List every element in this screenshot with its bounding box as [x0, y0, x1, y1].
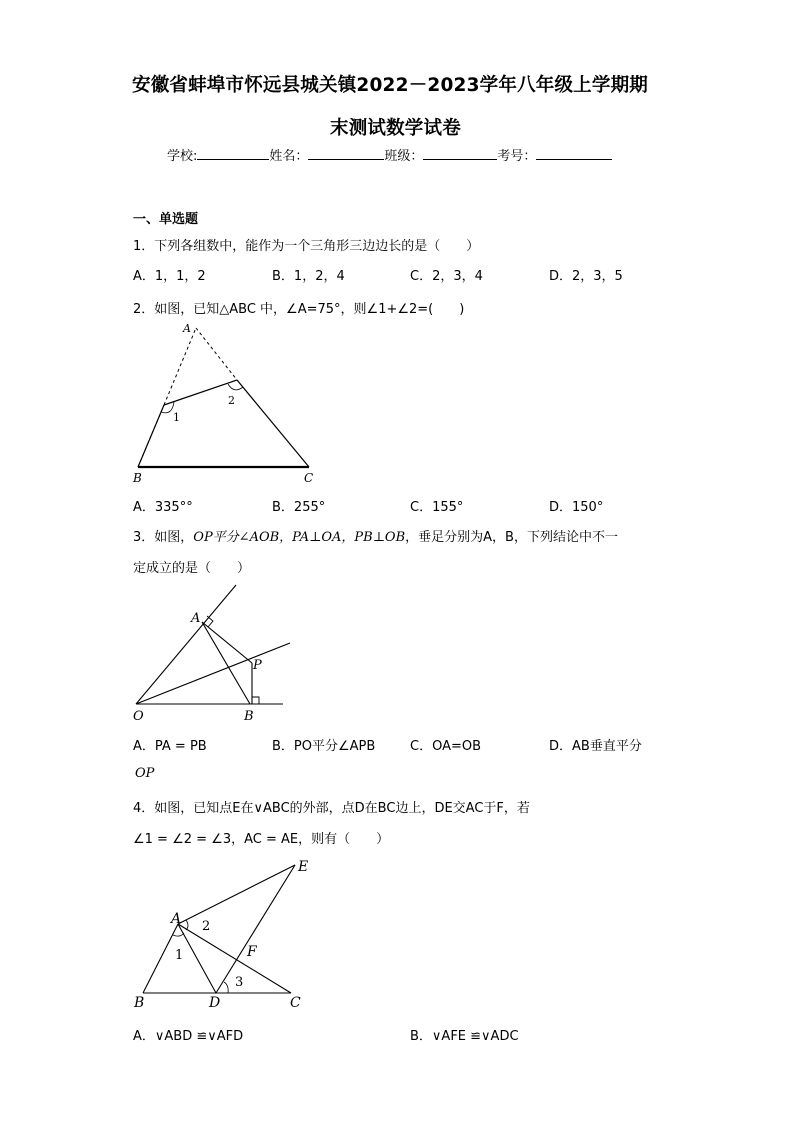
q2-option-c: C．155°: [410, 500, 464, 515]
q2-label-a: A: [183, 322, 191, 335]
class-label: 班级：: [384, 149, 424, 164]
q3-option-d: D．AB垂直平分: [549, 739, 642, 754]
q2-dashed-ac-top: [196, 328, 237, 380]
q4-label-3: 3: [235, 975, 244, 990]
question-4-stem-line1: 4．如图，已知点E在∨ABC的外部，点D在BC边上，DE交AC于F，若: [133, 801, 530, 816]
q3-ray-oa: [136, 585, 236, 704]
title-line-1: 安徽省蚌埠市怀远县城关镇2022－2023学年八年级上学期期: [132, 75, 648, 96]
q1-option-a: A．1，1，2: [133, 269, 206, 284]
q3-label-o: O: [133, 709, 144, 724]
q3-label-a: A: [191, 611, 201, 626]
id-label: 考号：: [497, 149, 537, 164]
q3-stem-math: OP平分∠AOB，PA⊥OA，PB⊥OB: [193, 530, 406, 545]
q3-stem-prefix: 3．如图，: [133, 530, 194, 545]
q4-label-d: D: [209, 995, 221, 1011]
q4-label-b: B: [134, 995, 145, 1011]
q2-dashed-ab-top: [164, 328, 196, 405]
q1-option-b: B．1，2，4: [272, 269, 345, 284]
q4-option-a: A．∨ABD ≌∨AFD: [133, 1029, 244, 1044]
question-4-stem-line2: ∠1 = ∠2 = ∠3，AC = AE，则有（ ）: [133, 832, 390, 847]
q2-label-2: 2: [228, 394, 235, 407]
q2-side-b: [138, 405, 164, 467]
q3-segment-ab: [202, 622, 250, 704]
q1-option-d: D．2，3，5: [549, 269, 623, 284]
q4-label-f: F: [247, 944, 257, 960]
q2-triangle-figure: [128, 322, 328, 487]
q3-segment-pa: [202, 622, 252, 663]
q4-segment-ae: [178, 865, 295, 924]
q4-side-ab: [143, 924, 178, 993]
q4-label-1: 1: [175, 948, 184, 963]
q2-side-c: [237, 380, 309, 467]
q4-label-e: E: [298, 859, 309, 875]
question-1-stem: 1．下列各组数中，能作为一个三角形三边边长的是（ ）: [133, 239, 480, 254]
q2-option-d: D．150°: [549, 500, 604, 515]
name-blank[interactable]: [308, 146, 384, 160]
q3-angle-bisector-figure: [128, 580, 298, 725]
q3-label-p: P: [253, 658, 262, 673]
q2-option-b: B．255°: [272, 500, 326, 515]
q2-label-b: B: [133, 471, 142, 485]
q4-triangle-figure: [128, 852, 323, 1014]
q3-stem-suffix: ，垂足分别为A，B，下列结论中不一: [405, 530, 618, 545]
class-blank[interactable]: [423, 146, 497, 160]
name-label: 姓名：: [269, 149, 309, 164]
q4-segment-ad: [178, 924, 216, 993]
title-line-2: 末测试数学试卷: [330, 118, 461, 139]
id-blank[interactable]: [536, 146, 612, 160]
q4-label-2: 2: [202, 919, 211, 934]
school-blank[interactable]: [197, 146, 269, 160]
q4-angle-1-arc: [173, 933, 184, 936]
q4-angle-3-arc: [224, 982, 228, 993]
q2-cut-line: [164, 380, 237, 405]
q3-label-b: B: [244, 709, 254, 724]
q3-bisector-op: [136, 643, 290, 704]
q3-option-b: B．PO平分∠APB: [272, 739, 376, 754]
section-heading: 一、单选题: [133, 212, 199, 227]
student-info-line: [167, 145, 612, 164]
q1-option-c: C．2，3，4: [410, 269, 483, 284]
q2-label-1: 1: [173, 411, 180, 424]
q3-option-a: A．PA = PB: [133, 739, 207, 754]
question-3-stem-line2: 定成立的是（ ）: [133, 561, 251, 576]
q3-option-c: C．OA=OB: [410, 739, 482, 754]
question-3-stem: [133, 526, 618, 545]
q4-label-a: A: [171, 911, 182, 927]
q3-option-d-continued: OP: [135, 766, 155, 781]
q2-label-c: C: [304, 471, 314, 485]
school-label: 学校:: [167, 149, 198, 164]
question-2-stem: 2．如图，已知△ABC 中，∠A=75°，则∠1+∠2=( ): [133, 302, 465, 317]
q4-label-c: C: [290, 995, 301, 1011]
q4-option-b: B．∨AFE ≌∨ADC: [410, 1029, 519, 1044]
q3-right-angle-b: [252, 697, 259, 704]
q4-segment-de: [216, 865, 295, 993]
q2-option-a: A．335°°: [133, 500, 193, 515]
